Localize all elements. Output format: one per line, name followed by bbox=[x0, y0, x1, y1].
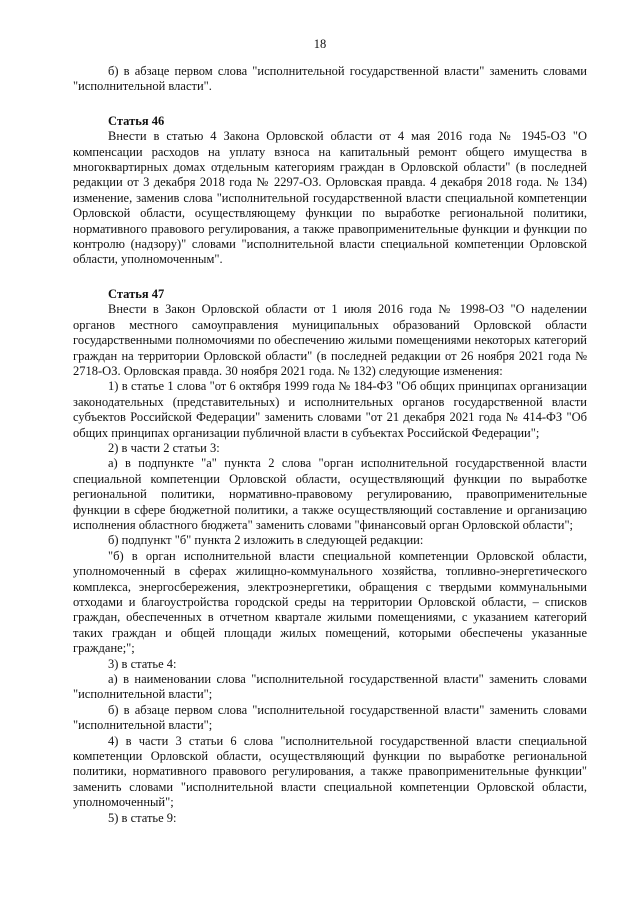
paragraph: а) в наименовании слова "исполнительной государственной власти" заменить словами "исполнительной власти"; bbox=[73, 672, 587, 702]
paragraph: 3) в статье 4: bbox=[108, 656, 177, 671]
paragraph: б) в абзаце первом слова "исполнительной государственной власти" заменить словами "исполнительной власти"; bbox=[73, 702, 587, 733]
paragraph: 4) в части 3 статьи 6 слова "исполнительной государственной власти специальной компетенции Орловской области, осуществляющий функции по выработке региональной политики, нормативного правового регулирования, а также правоприменительные функции" заменить словами "исполнительной власти специальной компетенции Орловской области, уполномоченный"; bbox=[73, 733, 587, 810]
paragraph: а) в подпункте "а" пункта 2 слова "орган исполнительной государственной власти специальной компетенции Орловской области, осуществляющий функции по выработке региональной политики, нормативно-правовому регулированию, правоприменительные функции в сфере бюджетной политики, а также осуществляющий составление и организацию исполнения областного бюджета" заменить словами "финансовый орган Орловской области"; bbox=[73, 456, 587, 532]
paragraph: б) подпункт "б" пункта 2 изложить в следующей редакции: bbox=[108, 533, 424, 548]
paragraph: 1) в статье 1 слова "от 6 октября 1999 года № 184-ФЗ "Об общих принципах организации законодательных (представительных) и исполнительных органов государственной власти субъектов Российской Федерации" заменить словами "от 21 декабря 2021 года № 414-ФЗ "Об общих принципах организации публичной власти в субъектах Российской Федерации"; bbox=[73, 379, 587, 440]
paragraph: "б) в орган исполнительной власти специальной компетенции Орловской области, уполномоченный в сферах жилищно-коммунального хозяйства, топливно-энергетического комплекса, энергосбережения, электроэнергетики, обращения с твердыми коммунальными отходами и благоустройства городской среды на территории Орловской области, – списков граждан, обеспеченных в отчетном квартале жилыми помещениями, с указанием категорий таких граждан и общей площади жилых помещений, которыми обеспечены указанные граждане;"; bbox=[73, 548, 587, 656]
paragraph: Внести в Закон Орловской области от 1 июля 2016 года № 1998-ОЗ "О наделении органов местного самоуправления муниципальных образований Орловской области государственными полномочиями по обеспечению жилыми помещениями некоторых категорий граждан на территории Орловской области" (в последней редакции от 26 ноября 2021 года № 2718-ОЗ. Орловская правда. 30 ноября 2021 года. № 132) следующие изменения: bbox=[73, 302, 587, 378]
page-number: 18 bbox=[313, 37, 327, 51]
paragraph: б) в абзаце первом слова "исполнительной государственной власти" заменить словами "исполнительной власти". bbox=[73, 64, 587, 94]
article-heading: Статья 47 bbox=[108, 286, 165, 301]
document-body bbox=[73, 64, 587, 826]
paragraph: Внести в статью 4 Закона Орловской области от 4 мая 2016 года № 1945-ОЗ "О компенсации расходов на уплату взноса на капитальный ремонт общего имущества в многоквартирных домах отдельным категориям граждан в Орловской области" (в последней редакции от 3 декабря 2018 года № 2297-ОЗ. Орловская правда. 4 декабря 2018 года. № 134) изменение, заменив слова "исполнительной государственной власти специальной компетенции Орловской области, осуществляющему функции по выработке региональной политики, нормативного правового регулирования, а также правоприменительные функции и функции по контролю (надзору)" словами "исполнительной власти специальной компетенции Орловской области, уполномоченным". bbox=[73, 129, 587, 267]
article-heading: Статья 46 bbox=[108, 113, 165, 128]
paragraph: 5) в статье 9: bbox=[108, 810, 177, 825]
paragraph: 2) в части 2 статьи 3: bbox=[108, 440, 220, 455]
